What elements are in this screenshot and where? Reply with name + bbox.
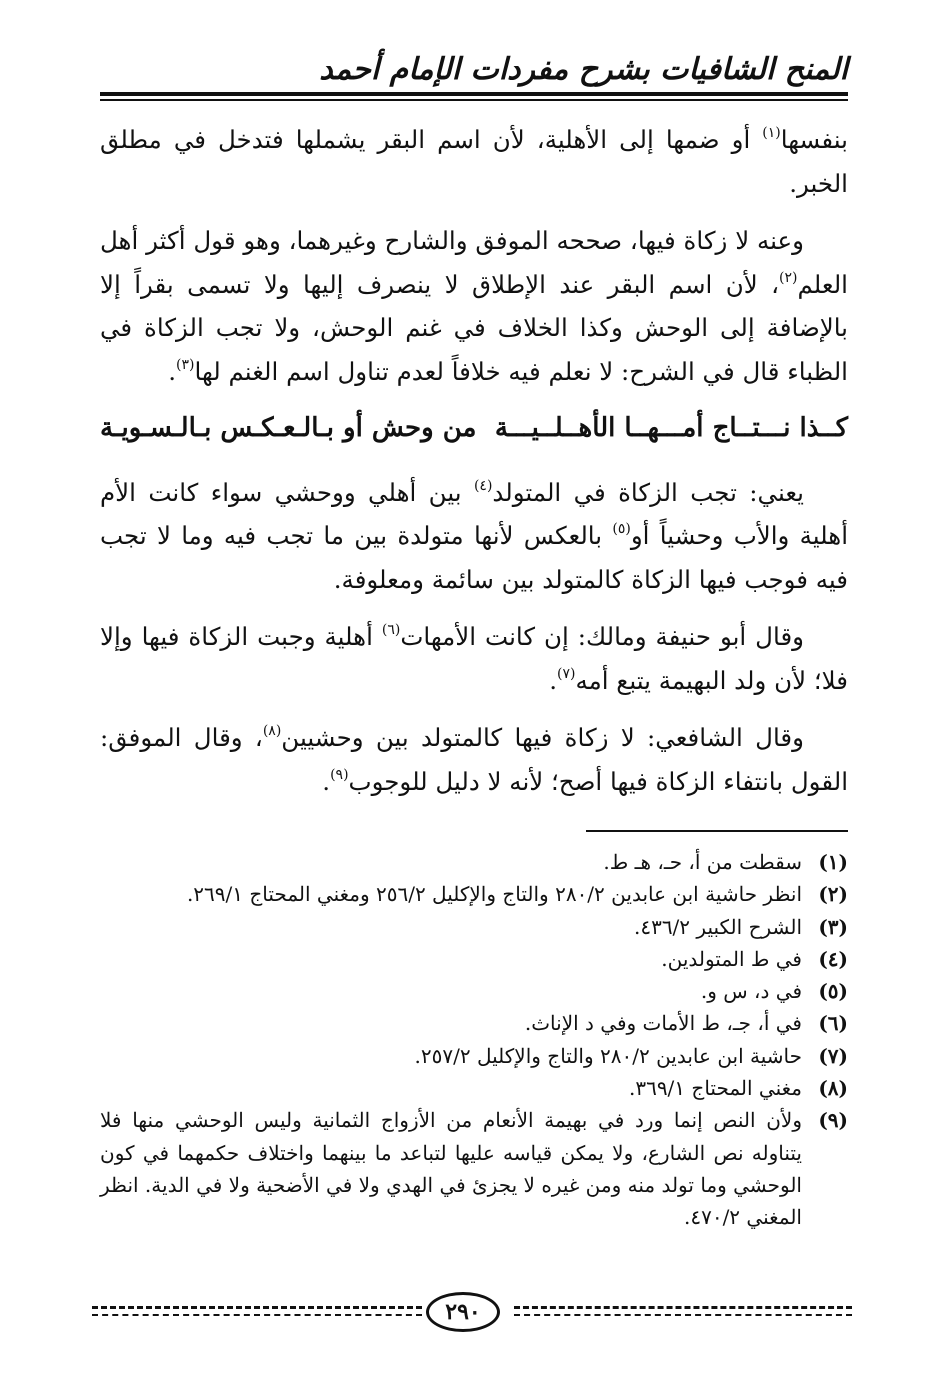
paragraph-5-text-a: وقال الشافعي: لا زكاة فيها كالمتولد بين وحشيين xyxy=(281,723,804,752)
footnotes xyxy=(100,846,848,1234)
footnote-ref-8: (٨) xyxy=(262,723,282,739)
paragraph-3 xyxy=(100,471,848,602)
paragraph-5-text-c: . xyxy=(322,766,331,796)
paragraph-4-text-b: أهلية وجبت الزكاة فيها وإلا فلا؛ لأن ولد البهيمة يتبع أمه xyxy=(100,622,848,695)
footnote-item xyxy=(100,911,848,943)
footnote-text: انظر حاشية ابن عابدين ٢٨٠/٢ والتاج والإكليل ٢٥٦/٢ ومغني المحتاج ٢٦٩/١. xyxy=(186,882,802,907)
footer-ornament-left-lower xyxy=(92,1314,422,1316)
footnote-item xyxy=(100,1007,848,1039)
poem-verse xyxy=(100,407,848,451)
paragraph-5 xyxy=(100,716,848,803)
footnote-item xyxy=(100,943,848,975)
footnote-number: (٩) xyxy=(818,1108,848,1133)
paragraph-3-text-a: يعني: تجب الزكاة في المتولد xyxy=(492,477,805,507)
paragraph-4-text-a: وقال أبو حنيفة ومالك: إن كانت الأمهات xyxy=(400,622,804,651)
footnote-number: (٥) xyxy=(818,979,848,1004)
footnote-text: سقطت من أ، حـ، هـ ط. xyxy=(603,850,802,874)
paragraph-4 xyxy=(100,615,848,702)
paragraph-1-text-b: أو ضمها إلى الأهلية، لأن اسم البقر يشملها فتدخل في مطلق الخبر. xyxy=(100,125,848,198)
paragraph-2-text-c: . xyxy=(168,356,177,386)
paragraph-1 xyxy=(100,118,848,205)
page-footer xyxy=(92,1290,852,1330)
footnote-ref-4: (٤) xyxy=(473,477,493,494)
book-page xyxy=(100,40,848,1360)
footnote-number: (٢) xyxy=(818,882,848,907)
paragraph-2 xyxy=(100,219,848,393)
footnote-ref-7: (٧) xyxy=(556,665,576,682)
footnote-number: (١) xyxy=(818,850,848,874)
footnote-ref-6: (٦) xyxy=(381,622,401,638)
footnote-ref-1: (١) xyxy=(762,125,781,141)
paragraph-2-text-a: وعنه لا زكاة فيها، صححه الموفق والشارح وغيرهما، وهو قول أكثر أهل العلم xyxy=(100,226,848,299)
footnote-item xyxy=(100,846,848,878)
footer-ornament-left xyxy=(92,1306,422,1309)
paragraph-2-text-b: ، لأن اسم البقر عند الإطلاق لا ينصرف إليها ولا تسمى بقراً إلا بالإضافة إلى الوحش وكذا الخلاف في غنم الوحش، ولا تجب الزكاة في الظباء قال في الشرح: لا نعلم فيه خلافاً لعدم تناول اسم الغنم لها xyxy=(100,269,848,386)
footer-ornament-right-lower xyxy=(514,1314,852,1316)
footnote-text: في د، س و. xyxy=(700,979,802,1004)
footnote-separator xyxy=(586,830,848,832)
verse-second-hemistich: من وحش أو بـالـعـكـس بـالـسـويـة xyxy=(100,413,477,443)
main-text xyxy=(100,118,848,817)
footer-ornament-right xyxy=(514,1306,852,1309)
footnote-item xyxy=(100,1040,848,1072)
footnote-text: مغني المحتاج ٣٦٩/١. xyxy=(628,1076,802,1101)
footnote-ref-5: (٥) xyxy=(612,521,631,537)
footnote-ref-9: (٩) xyxy=(330,766,349,783)
paragraph-3-text-c: بالعكس لأنها متولدة بين ما تجب فيه وما لا تجب فيه فوجب فيها الزكاة كالمتولد بين سائمة ومعلوفة. xyxy=(100,521,848,594)
footnote-item xyxy=(100,1104,848,1233)
paragraph-3-text-b: بين أهلي ووحشي سواء كانت الأم أهلية والأب وحشياً أو xyxy=(100,477,849,550)
header-rule-thick xyxy=(100,92,848,96)
footnote-text: في أ، جـ، ط الأمات وفي د الإناث. xyxy=(524,1011,802,1036)
page-number: ٢٩٠ xyxy=(426,1292,500,1332)
header-rule-thin xyxy=(100,99,848,101)
footnote-item xyxy=(100,878,848,910)
footnote-number: (٣) xyxy=(818,914,848,939)
verse-first-hemistich: كــذا نـــتــاج أمـــهــا الأهــلــيـــة xyxy=(494,413,848,443)
footnote-ref-3: (٣) xyxy=(176,356,195,373)
paragraph-1-text-a: بنفسها xyxy=(780,125,848,154)
running-header-title: المنح الشافيات بشرح مفردات الإمام أحمد xyxy=(319,52,848,87)
footnote-text: في ط المتولدين. xyxy=(661,946,802,971)
footnote-number: (٤) xyxy=(818,946,848,971)
footnote-text: ولأن النص إنما ورد في بهيمة الأنعام من الأزواج الثمانية وليس الوحشي منها فلا يتناوله نص الشارع، ولا يمكن قياسه عليها لتباعد ما بينهما واختلاف حكمهما في كون الوحشي وما تولد منه ومن غيره لا يجزئ في الهدي ولا في الأضحية ولا في الدية. انظر المغني ٤٧٠/٢. xyxy=(100,1108,803,1230)
paragraph-4-text-c: . xyxy=(549,665,557,695)
footnote-text: حاشية ابن عابدين ٢٨٠/٢ والتاج والإكليل ٢٥٧/٢. xyxy=(414,1043,802,1068)
footnote-number: (٨) xyxy=(818,1076,848,1101)
footnote-number: (٦) xyxy=(818,1011,848,1036)
footnote-item xyxy=(100,975,848,1007)
footnote-item xyxy=(100,1072,848,1104)
paragraph-5-text-b: ، وقال الموفق: القول بانتفاء الزكاة فيها أصح؛ لأنه لا دليل للوجوب xyxy=(100,723,848,796)
footnote-text: الشرح الكبير ٤٣٦/٢. xyxy=(633,914,802,939)
footnote-ref-2: (٢) xyxy=(779,269,798,286)
footnote-number: (٧) xyxy=(818,1043,848,1068)
